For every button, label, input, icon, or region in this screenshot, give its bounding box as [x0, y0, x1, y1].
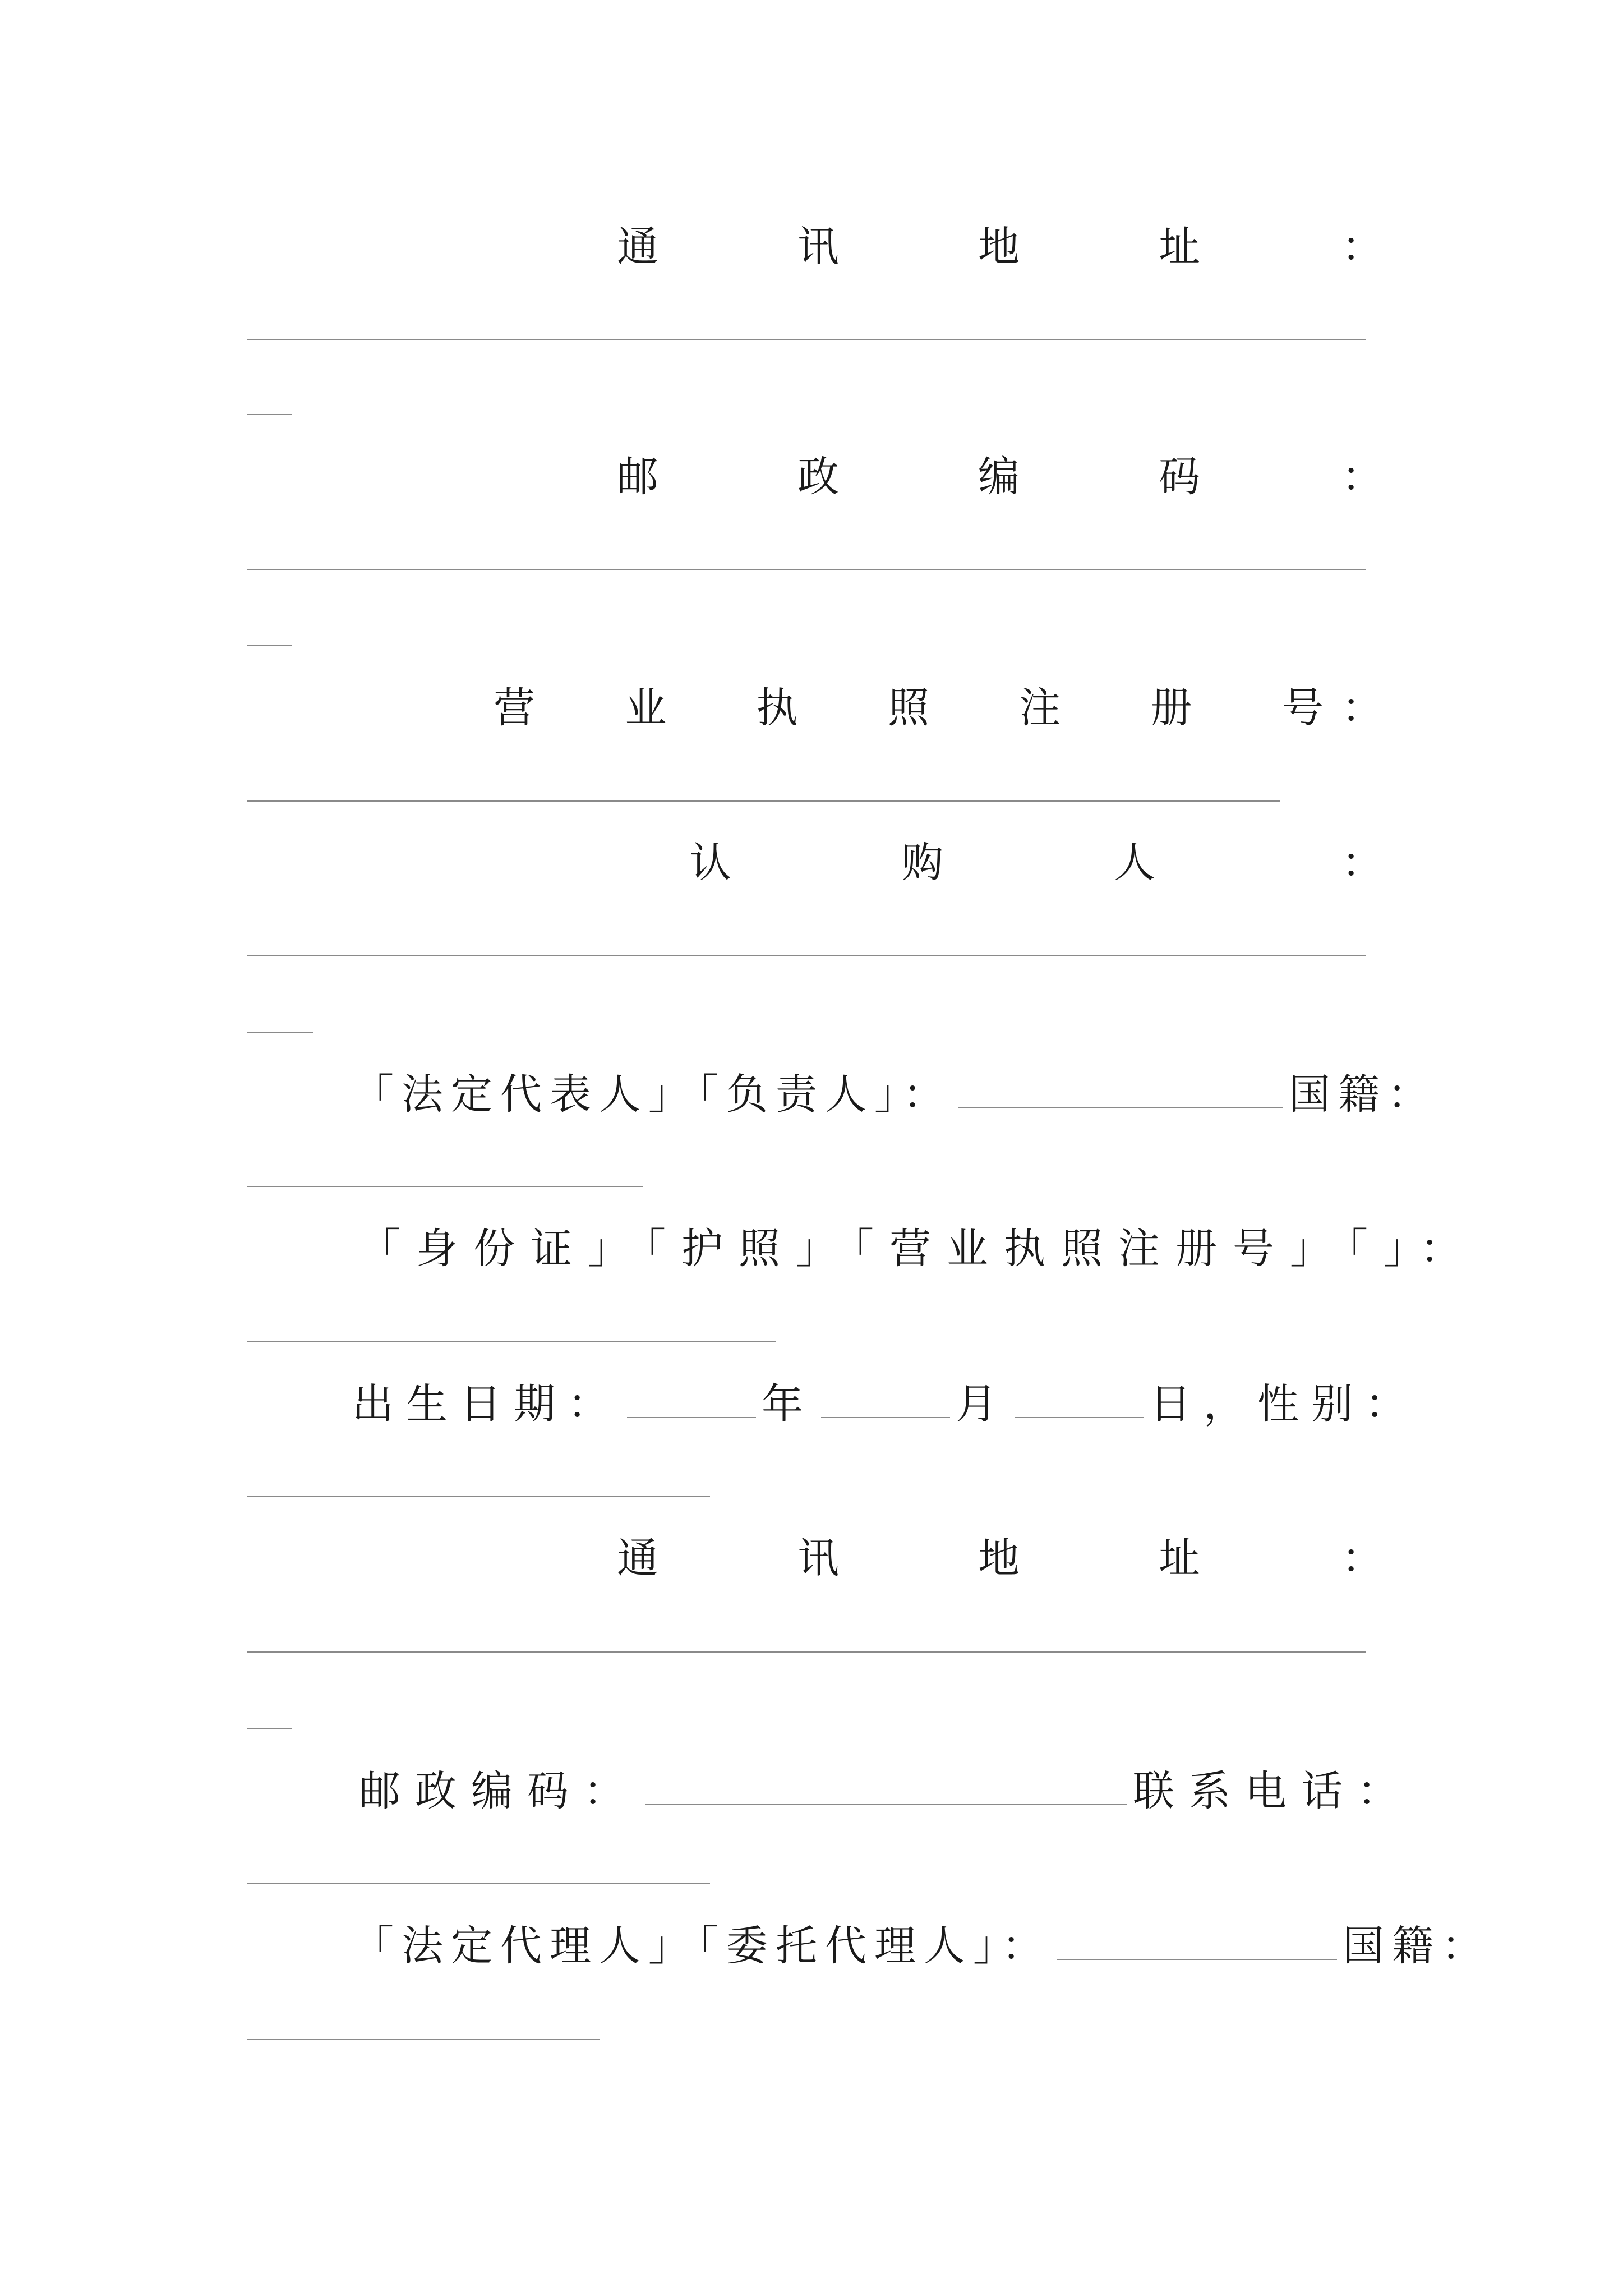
- birth-day-blank[interactable]: [1015, 1375, 1144, 1418]
- postal-code-label-line: [247, 449, 1383, 505]
- birth-date-label: 出生日期：: [352, 1380, 621, 1428]
- label-char: 邮: [617, 453, 658, 501]
- label-char: 讯: [797, 1534, 839, 1582]
- colon: ：: [1341, 684, 1383, 732]
- address-fill-line: [247, 339, 1366, 340]
- colon: ：: [1341, 223, 1383, 271]
- day-label: 日，: [1150, 1380, 1257, 1428]
- label-char: 通: [617, 1534, 658, 1582]
- label-char: 地: [978, 1534, 1020, 1582]
- label-char: 地: [978, 223, 1020, 271]
- business-license-fill-line: [247, 800, 1280, 802]
- label-char: 讯: [797, 223, 839, 271]
- id-type-row: [359, 1221, 1477, 1277]
- subscriber-address-fill-line-continued: [247, 1728, 292, 1729]
- label-char: 执: [756, 684, 798, 732]
- colon: ：: [1341, 1534, 1383, 1582]
- postal-phone-row: [359, 1763, 1413, 1819]
- gender-label: 性别：: [1257, 1380, 1419, 1428]
- label-char: 注: [1019, 684, 1061, 732]
- subscriber-fill-line-continued: [247, 1032, 313, 1033]
- label-char: 址: [1159, 223, 1200, 271]
- nationality-fill-line: [247, 1186, 643, 1187]
- address-label: [617, 219, 1200, 275]
- subscriber-label: [690, 835, 1155, 891]
- label-char: 编: [978, 453, 1020, 501]
- legal-agent-row: [352, 1917, 1491, 1973]
- subscriber-address-label: [617, 1530, 1200, 1586]
- postal-code-label: 邮政编码：: [359, 1767, 639, 1815]
- year-label: 年: [762, 1380, 815, 1428]
- postal-code-fill-line-continued: [247, 645, 292, 646]
- legal-representative-label: 「法定代表人」「负责人」：: [352, 1070, 952, 1119]
- address-fill-line-continued: [247, 414, 292, 415]
- subscriber-address-label-line: [247, 1530, 1383, 1586]
- business-license-label-line: [247, 680, 1383, 736]
- label-char: 营: [494, 684, 535, 732]
- label-char: 号: [1281, 684, 1324, 732]
- label-char: 通: [617, 223, 658, 271]
- id-type-label: 「身份证」「护照」「营业执照注册号」「」：: [359, 1225, 1477, 1273]
- postal-code-label: [617, 449, 1200, 505]
- label-char: 购: [902, 839, 943, 887]
- legal-representative-row: [352, 1066, 1437, 1122]
- label-char: 码: [1159, 453, 1200, 501]
- legal-agent-label: 「法定代理人」「委托代理人」：: [352, 1922, 1051, 1970]
- month-label: 月: [956, 1380, 1009, 1428]
- label-char: 照: [887, 684, 929, 732]
- agent-nationality-fill-line: [247, 2039, 600, 2040]
- label-char: 址: [1159, 1534, 1200, 1582]
- nationality-label: 国籍：: [1289, 1070, 1437, 1119]
- subscriber-label-line: [247, 835, 1383, 891]
- birth-year-blank[interactable]: [627, 1375, 756, 1418]
- label-char: 政: [797, 453, 839, 501]
- label-char: 人: [1114, 839, 1155, 887]
- label-char: 业: [625, 684, 667, 732]
- legal-agent-blank[interactable]: [1057, 1917, 1337, 1960]
- agent-nationality-label: 国籍：: [1343, 1922, 1491, 1970]
- id-number-fill-line: [247, 1341, 776, 1342]
- business-license-label: [494, 680, 1324, 736]
- postal-code-blank[interactable]: [645, 1763, 1127, 1805]
- birth-date-row: [352, 1375, 1419, 1432]
- legal-representative-blank[interactable]: [958, 1066, 1283, 1108]
- colon: ：: [1341, 839, 1383, 887]
- label-char: 册: [1150, 684, 1192, 732]
- phone-fill-line: [247, 1883, 710, 1884]
- phone-label: 联系电话：: [1133, 1767, 1413, 1815]
- gender-fill-line: [247, 1496, 710, 1497]
- label-char: 认: [690, 839, 731, 887]
- address-label-line: [247, 219, 1383, 275]
- colon: ：: [1341, 453, 1383, 501]
- birth-month-blank[interactable]: [821, 1375, 950, 1418]
- subscriber-address-fill-line: [247, 1651, 1366, 1653]
- subscriber-fill-line: [247, 955, 1366, 956]
- postal-code-fill-line: [247, 569, 1366, 570]
